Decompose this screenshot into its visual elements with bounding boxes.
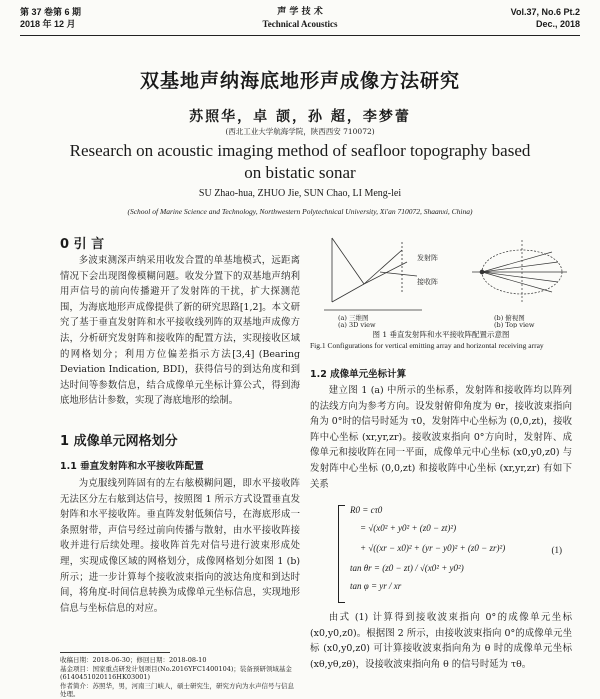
tx-label: 发射阵 [417, 254, 438, 262]
figure-1b-top-view [472, 240, 567, 304]
beam-line [332, 238, 364, 284]
journal-volume [511, 6, 580, 30]
section-1-1-paragraph [60, 476, 300, 616]
beam-line [332, 284, 364, 302]
beam-line [364, 262, 407, 284]
authors-chinese: 苏照华，卓 颉，孙 超，李梦蕾 [189, 109, 411, 125]
journal-name-en: Technical Acoustics [262, 19, 338, 29]
post-equation-text: 由式 (1) 计算得到接收波束指向 0°的成像单元坐标 (x0,y0,z0)。根据图 2 所示，由接收波束指向 0°的成像单元坐标 (x0,y0,z0) 可计算接收波束指向角为 θ 时的成像单元坐标 (xθ,yθ,zθ)，设接收波束指向角 θ 的信号时延为 τθ。 [310, 612, 572, 670]
authors-english: SU Zhao-hua, ZHUO Jie, SUN Chao, LI Meng-lei [198, 188, 402, 199]
footnote: 收稿日期：2018-06-30；修回日期：2018-08-10 基金项目：国家重点研发计划项目(No.2016YFC1400104)；装备预研领域基金(6140451020116HK03001) 作者简介：苏照华，男，河南三门峡人，硕士研究生，研究方向为水声信号与信息处理。 [60, 656, 294, 699]
running-header [20, 6, 580, 36]
section-1-1-heading: 1.1 垂直发射阵和水平接收阵配置 [60, 461, 204, 472]
label-a-en: (a) 3D view [338, 321, 376, 328]
equation-line-2: = √(x0² + y0² + (z0 − zt)²) [360, 523, 457, 533]
equation-line-4: tan θr = (z0 − zt) / √(x0² + y0²) [350, 563, 464, 573]
post-equation-paragraph [310, 610, 572, 672]
section-1-heading: 1 成像单元网格划分 [60, 434, 178, 449]
journal-name [20, 6, 580, 30]
equation-line-3: + √((xr − x0)² + (yr − y0)² + (z0 − zr)²) [360, 543, 506, 553]
section-1-2-paragraph [310, 383, 572, 492]
section-1-1-text: 为克服线列阵固有的左右舷模糊问题，即水平接收阵无法区分左右舷到达信号，按照图 1 所示方式设置垂直发射阵和水平接收阵。垂直阵发射低频信号，在海底形成一条照射带，声信号经过前向传播与散射，由水平接收阵接收并进行后续处理。接收阵首先对信号进行波束形成处理，实现成像区域的网格划分，成像网格划分如图 1 (b) 所示；进一步计算每个接收波束指向的波达角度和到达时间，将角度-时间信息转换为成像单元坐标信息，实现地形信息与坐标信息的对应。 [60, 478, 300, 614]
label-a-zh: (a) 三维图 [338, 314, 369, 322]
title-chinese: 双基地声纳海底地形声成像方法研究 [139, 70, 460, 92]
beam-line [364, 250, 402, 284]
figure-1-caption-zh: 图 1 垂直发射阵和水平接收阵配置示意图 [372, 330, 510, 339]
figure-1a-3d-view [324, 238, 422, 310]
section-1-2-heading: 1.2 成像单元坐标计算 [310, 369, 407, 380]
issue-number: 第 37 卷第 6 期 [20, 7, 82, 17]
volume-number: Vol.37, No.6 Pt.2 [510, 7, 580, 17]
intro-text: 多波束测深声纳采用收发合置的单基地模式，远距离情况下会出现图像模糊问题。收发分置下的双基地声纳利用声信号的前向传播避开了发射阵的干扰，扩大探测范围，为海底地形声成像提供了新的研究思路[1,2]。本文研究了基于垂直发射阵和水平接收线列阵的双基地声成像方法，分析研究发射阵和接收阵的配置方法，实现接收区域的网格划分；利用方位偏差指示方法[3,4] (Bearing Deviation Indication, BDI)，获得信号的到达角度和到达时间等参数信息，结合成像单元坐标计算公式，得到海底地形估计参数，实现了海底地形的绘制。 [60, 255, 300, 407]
affiliation-chinese: (西北工业大学航海学院，陕西西安 710072) [225, 127, 375, 136]
equation-line-1: R0 = cτ0 [350, 505, 383, 515]
grid-ray [482, 272, 552, 292]
rx-array [380, 272, 417, 276]
equation-line-5: tan φ = yr / xr [350, 581, 402, 591]
intro-paragraph [60, 253, 300, 409]
journal-name-zh: 声 学 技 术 [277, 7, 323, 17]
volume-date: Dec., 2018 [535, 19, 580, 29]
grid-ray [482, 272, 558, 282]
rx-label: 接收阵 [417, 278, 438, 286]
affiliation-english: (School of Marine Science and Technology, Northwestern Polytechnical University, Xi'an 710072, Shaanxi, China) [127, 207, 473, 216]
section-0-heading: 0 引 言 [60, 237, 105, 252]
label-b-en: (b) Top view [494, 321, 535, 328]
tx-marker [480, 270, 484, 274]
footnote-rule [60, 652, 170, 653]
figure-1 [322, 232, 570, 328]
equation-brace [338, 505, 345, 603]
section-1-2-text: 建立图 1 (a) 中所示的坐标系，发射阵和接收阵均以阵列的法线方向为参考方向。设发射俯仰角度为 θr，接收波束指向角为 0°时的信号时延为 τ0，发射阵中心坐标为 (0,0,zt)，接收阵中心坐标 (xr,yr,zr)。接收波束指向 0°方向时，发射阵、成像单元和接收阵在同一平面，成像单元中心坐标 (x0,y0,z0) 与发射阵中心坐标 (0,0,zt) 和接收阵中心坐标 (xr,yr,zr) 有如下关系 [310, 385, 572, 490]
label-b-zh: (b) 俯视图 [494, 314, 525, 322]
equation-number: (1) [551, 545, 562, 555]
grid-ray [482, 262, 558, 272]
figure-1-drawing [322, 232, 570, 328]
issue-date: 2018 年 12 月 [20, 19, 76, 29]
grid-ray [482, 252, 552, 272]
title-english: Research on acoustic imaging method of seafloor topography based on bistatic sonar [69, 141, 531, 182]
figure-1-caption-en: Fig.1 Configurations for vertical emitting array and horizontal receiving array [310, 341, 544, 350]
header-rule [20, 35, 580, 36]
equation-1 [338, 505, 564, 605]
